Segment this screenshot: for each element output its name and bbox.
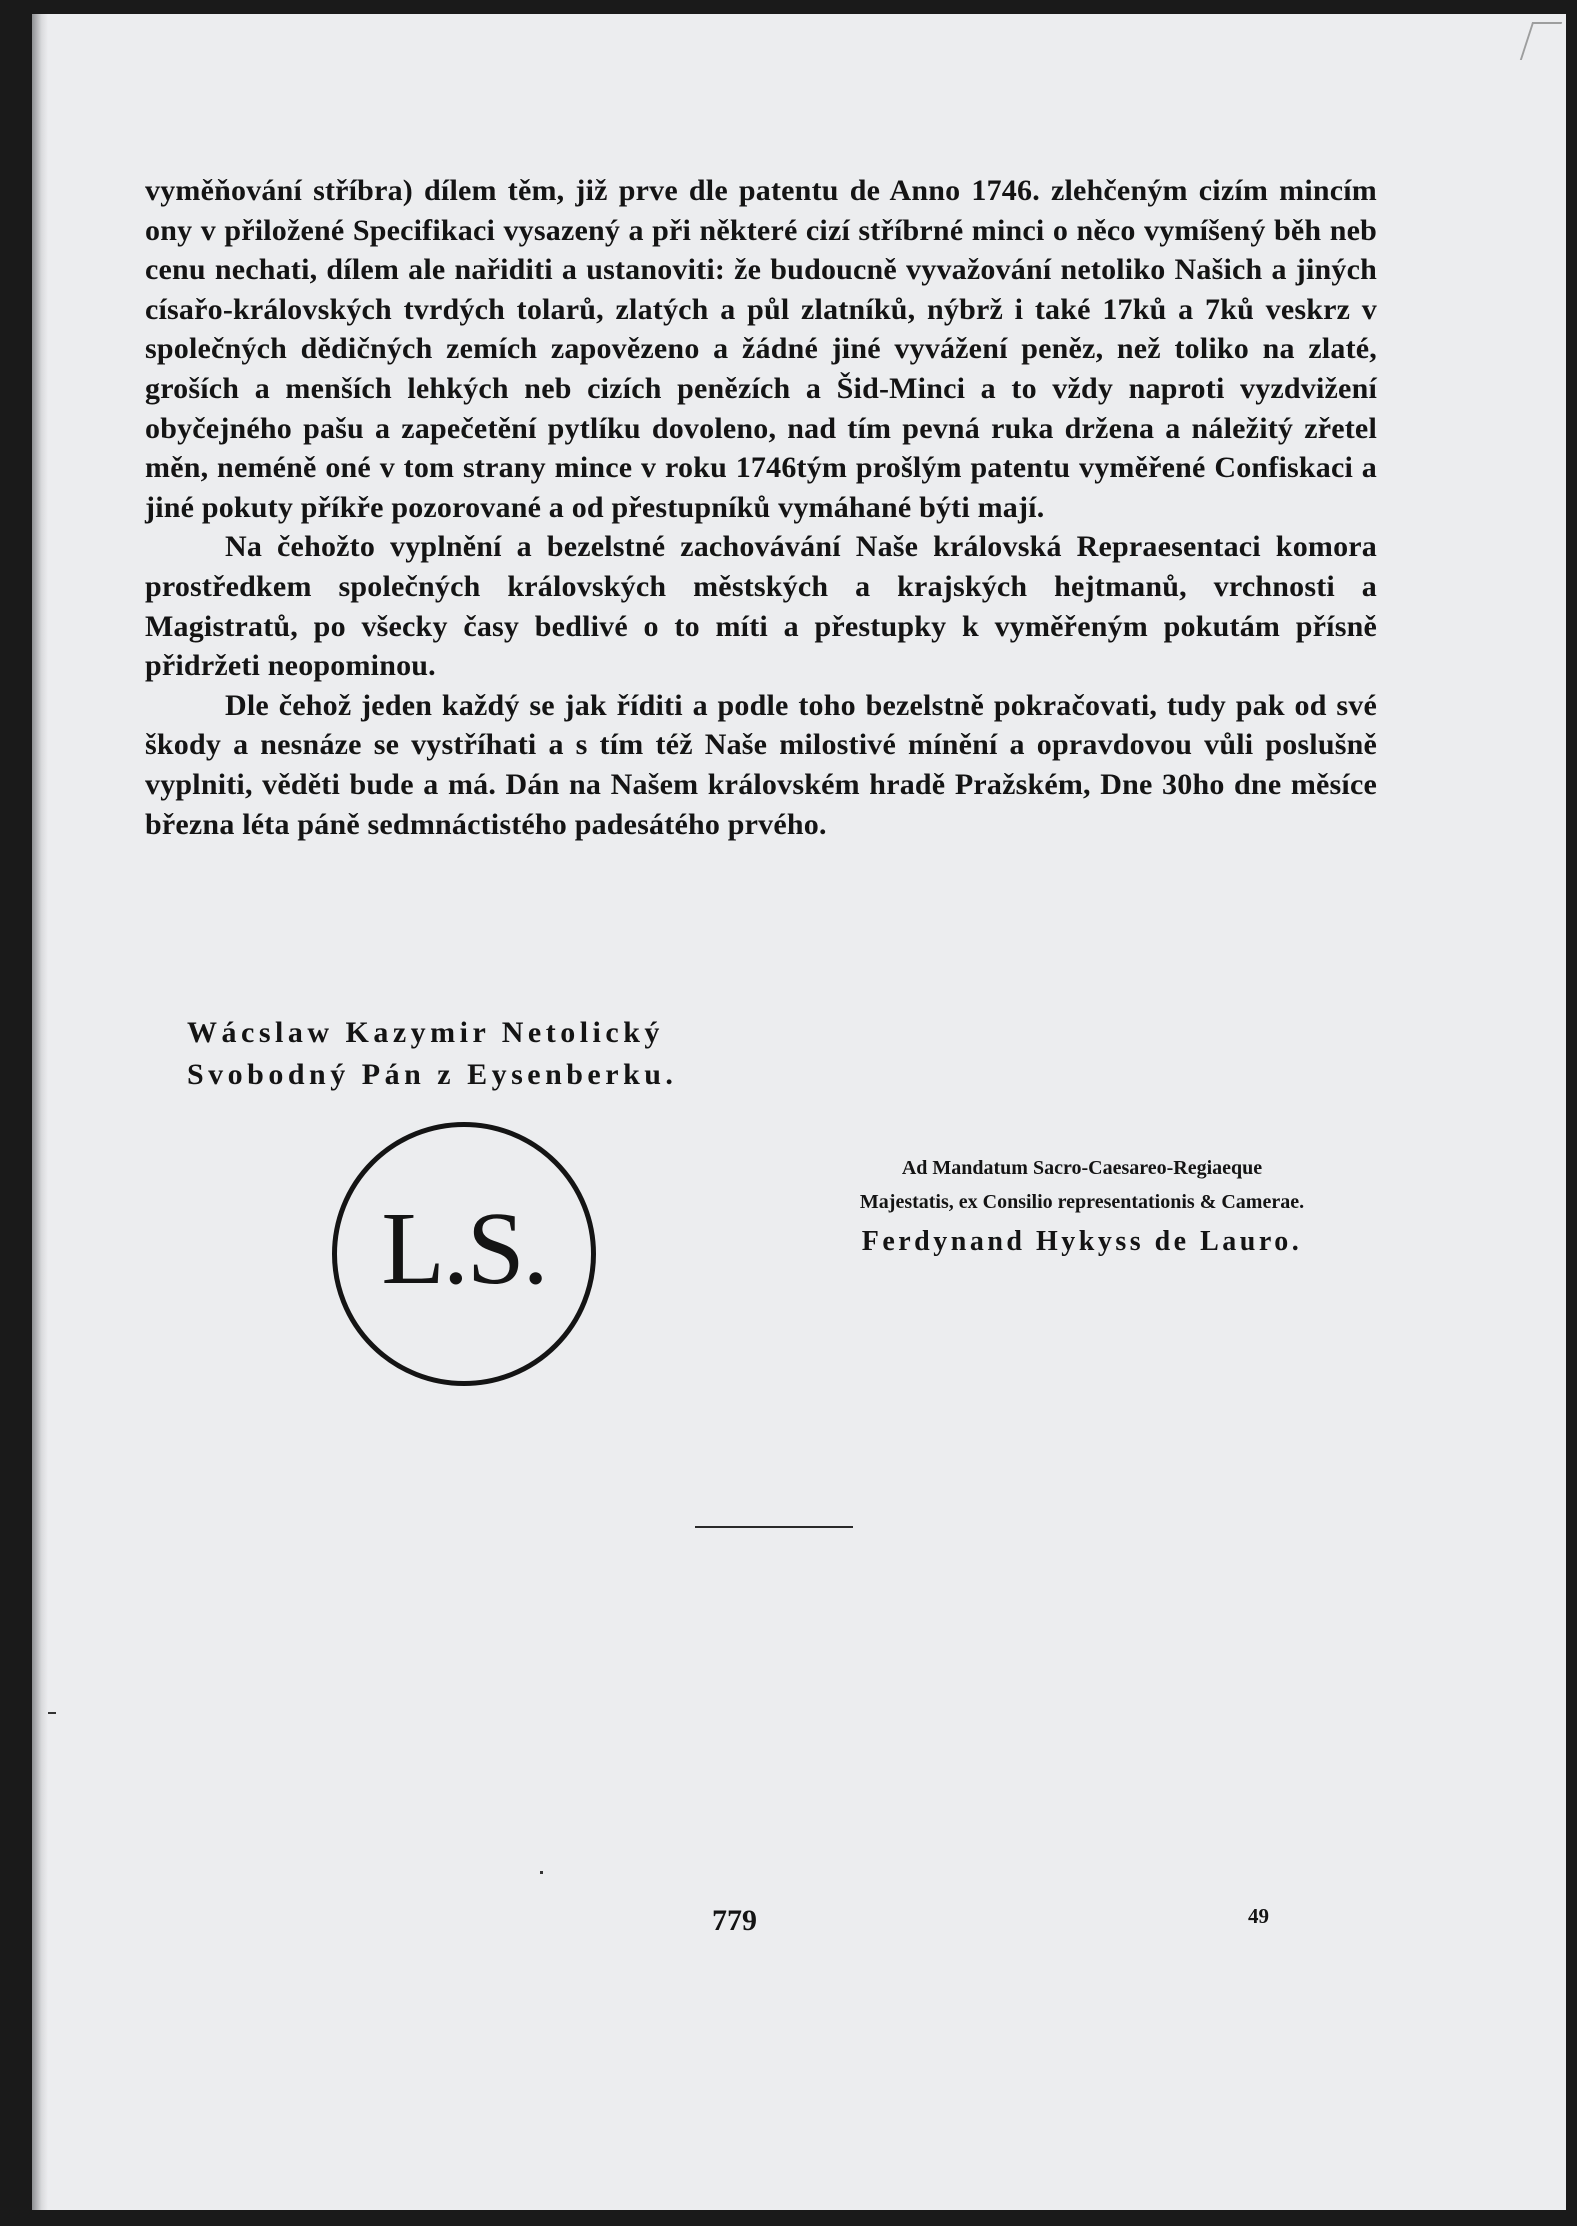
ink-speck (540, 1871, 543, 1874)
binding-spine (32, 14, 48, 2210)
signer-name: Wácslaw Kazymir Netolický (187, 1016, 664, 1049)
decree-body-text (145, 171, 1377, 844)
countersign-block (772, 1151, 1392, 1263)
countersign-name: Ferdynand Hykyss de Lauro. (861, 1226, 1303, 1257)
page-number: 779 (712, 1904, 757, 1937)
ink-speck (48, 1712, 56, 1714)
seal-text: L.S. (381, 1191, 547, 1306)
corner-fold-mark (1520, 22, 1562, 60)
signer-title: Svobodný Pán z Eysenberku. (187, 1058, 678, 1091)
document-page (32, 14, 1566, 2210)
countersign-line-1: Ad Mandatum Sacro-Caesareo-Regiaeque (901, 1157, 1263, 1179)
paragraph-closing: Dle čehož jeden každý se jak říditi a podle toho bezelstně pokračovati, tudy pak od své škody a nesnáze se vystříhati a s tím též Naše milostivé mínění a opravdovou vůli poslušně vyplniti, věděti bude a má. Dán na Našem královském hradě Pražském, Dne 30ho dne měsíce března léta páně sedmnáctistého padesátého prvého. (145, 688, 1377, 841)
sheet-number: 49 (1248, 1904, 1269, 1928)
signature-block (187, 1012, 677, 1096)
paragraph-continuation: vyměňování stříbra) dílem těm, již prve dle patentu de Anno 1746. zlehčeným cizím mincím ony v přiložené Specifikaci vysazený a při některé cizí stříbrné minci o něco vymíšený běh neb cenu nechati, dílem ale nařiditi a ustanoviti: že budoucně vyvažování netoliko Našich a jiných císařo-královských tvrdých tolarů, zlatých a půl zlatníků, nýbrž i také 17ků a 7ků veskrz v společných dědičných zemích zapovězeno a žádné jiné vyvážení peněz, než toliko na zlaté, groších a menších lehkých neb cizích penězích a Šid-Minci a to vždy naproti vyzdvižení obyčejného pašu a zapečetění pytlíku dovoleno, nad tím pevná ruka držena a náležitý zřetel měn, neméně oné v tom strany mince v roku 1746tým prošlým patentu vyměřené Confiskaci a jiné pokuty příkře pozorované a od přestupníků vymáhané býti mají. (145, 174, 1377, 524)
seal-stamp (332, 1122, 596, 1386)
section-divider (695, 1526, 853, 1528)
paragraph-enforcement: Na čehožto vyplnění a bezelstné zachovávání Naše královská Repraesentaci komora prostředkem společných královských městských a krajských hejtmanů, vrchnosti a Magistratů, po všecky časy bedlivé o to míti a přestupky k vyměřeným pokutám přísně přidržeti neopominou. (145, 530, 1377, 683)
countersign-line-2: Majestatis, ex Consilio representationis & Camerae. (859, 1191, 1305, 1213)
